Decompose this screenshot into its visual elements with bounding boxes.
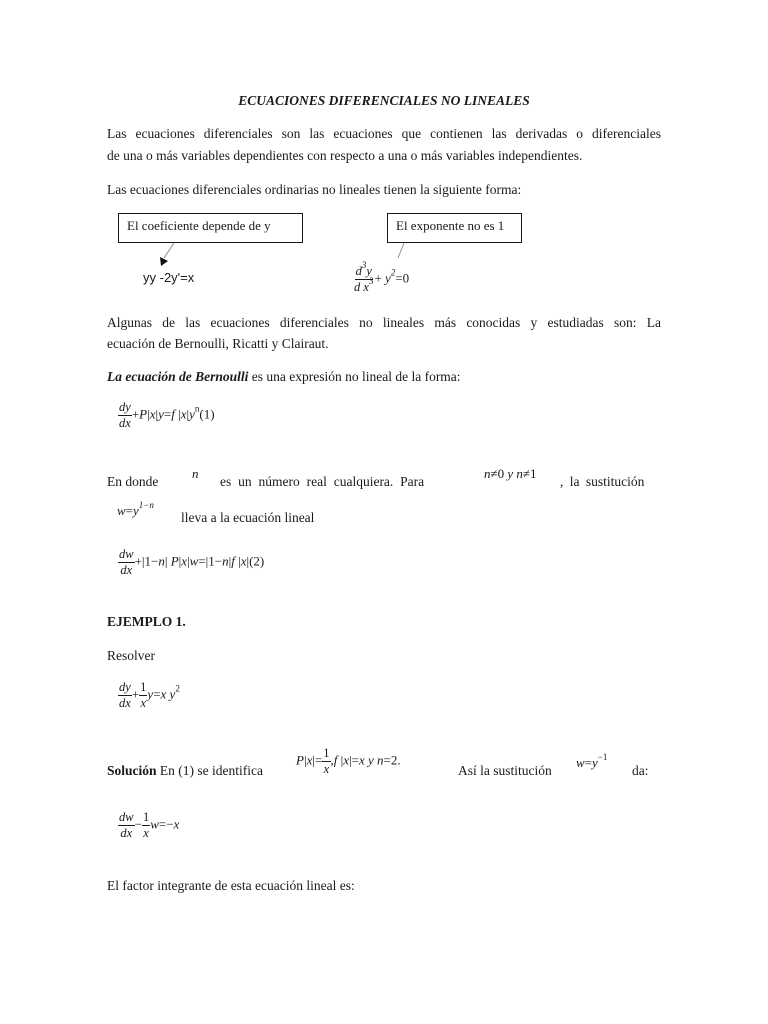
factor-paragraph: El factor integrante de esta ecuación lineal es: bbox=[107, 878, 355, 893]
bernoulli-label: La ecuación de Bernoulli bbox=[107, 369, 249, 384]
callout-box-exponent: El exponente no es 1 bbox=[387, 213, 522, 243]
solucion-label: Solución bbox=[107, 763, 157, 778]
la-sustitucion-text: , la sustitución bbox=[560, 474, 645, 489]
es-un-text: es un número real cualquiera. Para bbox=[220, 474, 425, 489]
intro-line-2: de una o más variables dependientes con respecto a una o más variables independientes. bbox=[107, 148, 583, 163]
w-substitution: $w=y^{-1}$ bbox=[576, 752, 608, 770]
solucion-rest: En (1) se identifica bbox=[156, 763, 263, 778]
linear-equation: $\frac{dw}{dx}$ +|1−n| P|x|w=|1−n|f |x|(2) bbox=[119, 547, 265, 577]
n-condition: n≠0 y n≠1 bbox=[484, 466, 537, 481]
equation-example-1: yy -2y'=x bbox=[143, 270, 195, 285]
form-paragraph: Las ecuaciones diferenciales ordinarias no lineales tienen la siguiente forma: bbox=[107, 182, 522, 197]
solucion-paragraph bbox=[107, 760, 263, 782]
example-equation: $\frac{dy}{dx}$ + $\frac{1}{x}$ y=x $y^2$ bbox=[119, 680, 180, 710]
lleva-text: lleva a la ecuación lineal bbox=[181, 510, 315, 525]
identification-formula: P|x|= $\frac{1}{x}$ ,f |x|=x y n=2. bbox=[296, 746, 401, 776]
bernoulli-rest: es una expresión no lineal de la forma: bbox=[248, 369, 461, 384]
bernoulli-equation: $\frac{dy}{dx}$ +P|x|y=f $|x|y^n(1)$ bbox=[119, 400, 215, 430]
resolver-text: Resolver bbox=[107, 648, 155, 663]
known-line-1: Algunas de las ecuaciones diferenciales no lineales más conocidas y estudiadas son: La bbox=[107, 315, 661, 330]
callout-box-coefficient: El coeficiente depende de y bbox=[118, 213, 303, 243]
en-donde-label: En donde bbox=[107, 474, 159, 489]
result-equation: $\frac{dw}{dx}$ − $\frac{1}{x}$ w=−x bbox=[119, 810, 180, 840]
equation-example-2: $\frac{d^3y}{d x^3}$ + $y^2=0$ bbox=[354, 260, 410, 294]
intro-line-1: Las ecuaciones diferenciales son las ecuaciones que contienen las derivadas o diferenciales bbox=[107, 126, 661, 141]
n-symbol: n bbox=[192, 466, 199, 481]
page-title: ECUACIONES DIFERENCIALES NO LINEALES bbox=[238, 93, 530, 108]
asi-text: Así la sustitución bbox=[458, 763, 552, 778]
da-text: da: bbox=[632, 763, 649, 778]
substitution-formula: $w=y^{1-n}$ bbox=[117, 500, 154, 518]
example-heading: EJEMPLO 1. bbox=[107, 614, 186, 629]
known-line-2: ecuación de Bernoulli, Ricatti y Clairaut. bbox=[107, 336, 329, 351]
bernoulli-paragraph bbox=[107, 366, 461, 388]
